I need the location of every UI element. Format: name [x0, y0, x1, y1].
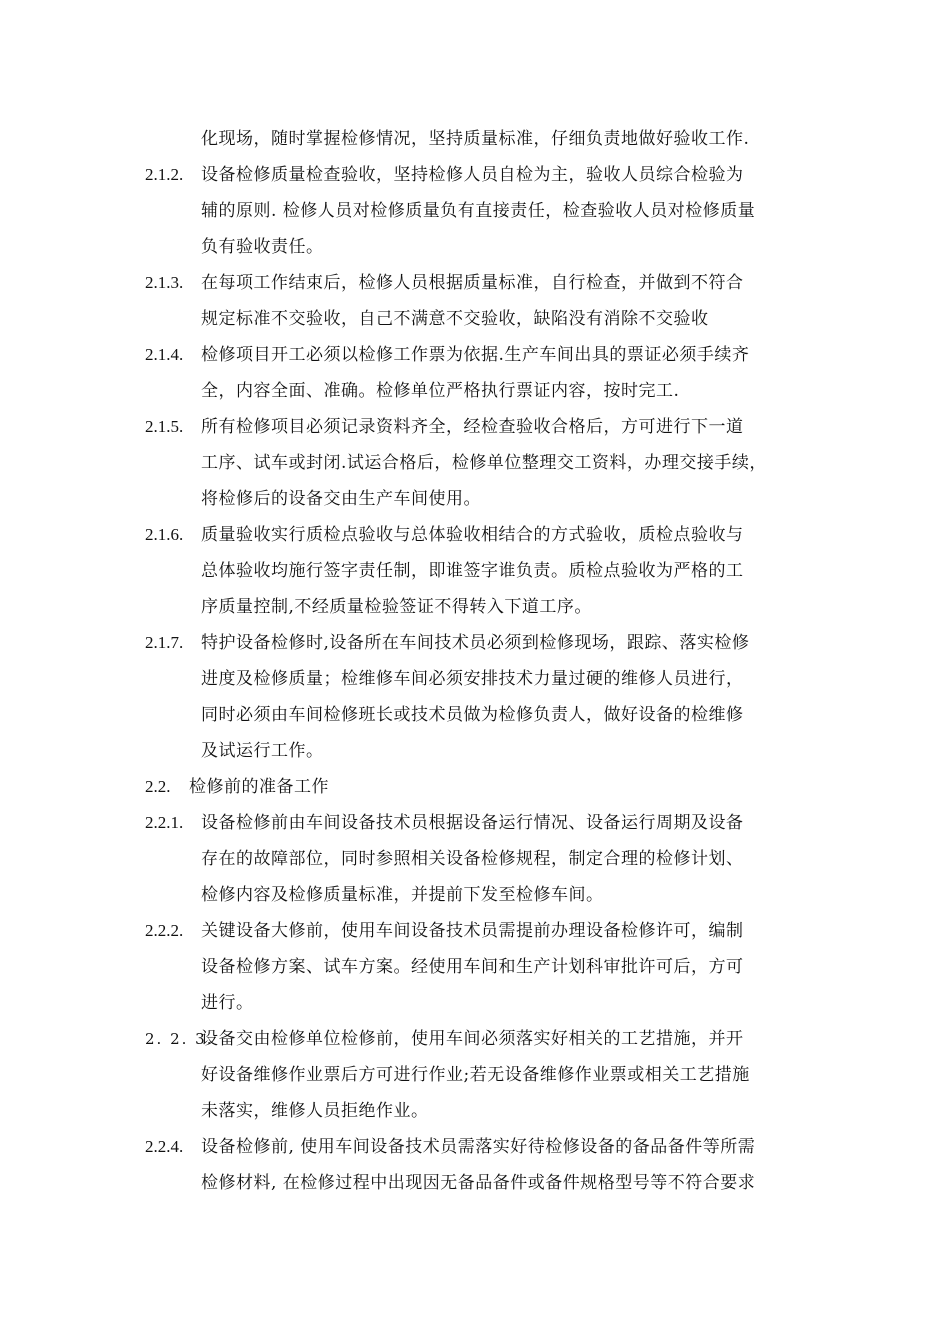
- document-body: [145, 121, 825, 1201]
- clause-text: 检修材料, 在检修过程中出现因无备品备件或备件规格型号等不符合要求: [201, 1173, 756, 1193]
- paragraph-line: [145, 157, 825, 193]
- paragraph-line: [145, 697, 825, 733]
- clause-number: 2. 2. 3.: [145, 1030, 214, 1048]
- clause-text: 化现场，随时掌握检修情况，坚持质量标准，仔细负责地做好验收工作.: [201, 129, 750, 149]
- clause-text: 关键设备大修前，使用车间设备技术员需提前办理设备检修许可，编制: [201, 921, 744, 941]
- clause-text: 设备交由检修单位检修前，使用车间必须落实好相关的工艺措施，并开: [201, 1029, 744, 1049]
- paragraph-line: [145, 1093, 825, 1129]
- clause-text: 全，内容全面、准确。检修单位严格执行票证内容，按时完工.: [201, 381, 680, 401]
- paragraph-line: [145, 301, 825, 337]
- section-heading: [145, 769, 825, 805]
- section-title: 检修前的准备工作: [189, 777, 329, 797]
- clause-text: 设备检修前, 使用车间设备技术员需落实好待检修设备的备品备件等所需: [201, 1137, 756, 1157]
- clause-text: 所有检修项目必须记录资料齐全，经检查验收合格后，方可进行下一道: [201, 417, 744, 437]
- clause-text: 检修内容及检修质量标准，并提前下发至检修车间。: [201, 885, 604, 905]
- clause-text: 序质量控制,不经质量检验签证不得转入下道工序。: [201, 597, 592, 617]
- paragraph-line: [145, 1021, 825, 1057]
- clause-text: 未落实，维修人员拒绝作业。: [201, 1101, 429, 1121]
- clause-number: 2.2.2.: [145, 921, 184, 940]
- paragraph-line: [145, 625, 825, 661]
- clause-text: 设备检修方案、试车方案。经使用车间和生产计划科审批许可后，方可: [201, 957, 744, 977]
- clause-text: 存在的故障部位，同时参照相关设备检修规程，制定合理的检修计划、: [201, 849, 744, 869]
- paragraph-line: [145, 1057, 825, 1093]
- clause-number: 2.1.3.: [145, 273, 184, 292]
- paragraph-line: [145, 409, 825, 445]
- clause-number: 2.1.5.: [145, 417, 184, 436]
- clause-number: 2.2.1.: [145, 813, 184, 832]
- paragraph-line: [145, 337, 825, 373]
- clause-text: 及试运行工作。: [201, 741, 324, 761]
- paragraph-line: [145, 589, 825, 625]
- paragraph-line: [145, 265, 825, 301]
- clause-number: 2.1.6.: [145, 525, 184, 544]
- paragraph-line: [145, 841, 825, 877]
- clause-text: 进度及检修质量；检维修车间必须安排技术力量过硬的维修人员进行，: [201, 669, 744, 689]
- paragraph-line: [145, 949, 825, 985]
- paragraph-line: [145, 913, 825, 949]
- clause-text: 特护设备检修时,设备所在车间技术员必须到检修现场，跟踪、落实检修: [201, 633, 750, 653]
- clause-text: 进行。: [201, 993, 254, 1013]
- clause-text: 将检修后的设备交由生产车间使用。: [201, 489, 481, 509]
- clause-text: 总体验收均施行签字责任制，即谁签字谁负责。质检点验收为严格的工: [201, 561, 744, 581]
- clause-text: 检修项目开工必须以检修工作票为依据.生产车间出具的票证必须手续齐: [201, 345, 750, 365]
- clause-text: 设备检修质量检查验收，坚持检修人员自检为主，验收人员综合检验为: [201, 165, 744, 185]
- clause-number: 2.2.4.: [145, 1137, 184, 1156]
- paragraph-line: [145, 481, 825, 517]
- paragraph-line: [145, 985, 825, 1021]
- clause-text: 设备检修前由车间设备技术员根据设备运行情况、设备运行周期及设备: [201, 813, 744, 833]
- paragraph-line: [145, 517, 825, 553]
- paragraph-line: [145, 553, 825, 589]
- paragraph-line: [145, 373, 825, 409]
- paragraph-line: [145, 1165, 825, 1201]
- clause-number: 2.1.4.: [145, 345, 184, 364]
- paragraph-line: [145, 229, 825, 265]
- paragraph-line: [145, 805, 825, 841]
- clause-number: 2.2.: [145, 777, 171, 796]
- clause-text: 同时必须由车间检修班长或技术员做为检修负责人，做好设备的检维修: [201, 705, 744, 725]
- paragraph-line: [145, 193, 825, 229]
- clause-text: 好设备维修作业票后方可进行作业;若无设备维修作业票或相关工艺措施: [201, 1065, 750, 1085]
- paragraph-line: [145, 877, 825, 913]
- clause-text: 质量验收实行质检点验收与总体验收相结合的方式验收，质检点验收与: [201, 525, 744, 545]
- clause-text: 负有验收责任。: [201, 237, 324, 257]
- clause-text: 在每项工作结束后，检修人员根据质量标准，自行检查，并做到不符合: [201, 273, 744, 293]
- paragraph-line: [145, 661, 825, 697]
- paragraph-line: [145, 1129, 825, 1165]
- paragraph-line: [145, 733, 825, 769]
- clause-number: 2.1.7.: [145, 633, 184, 652]
- paragraph-line: [145, 445, 825, 481]
- clause-text: 辅的原则. 检修人员对检修质量负有直接责任，检查验收人员对检修质量: [201, 201, 756, 221]
- clause-number: 2.1.2.: [145, 165, 184, 184]
- paragraph-line: [145, 121, 825, 157]
- clause-text: 规定标准不交验收，自己不满意不交验收，缺陷没有消除不交验收: [201, 309, 709, 329]
- clause-text: 工序、试车或封闭.试运合格后，检修单位整理交工资料，办理交接手续，: [201, 453, 767, 473]
